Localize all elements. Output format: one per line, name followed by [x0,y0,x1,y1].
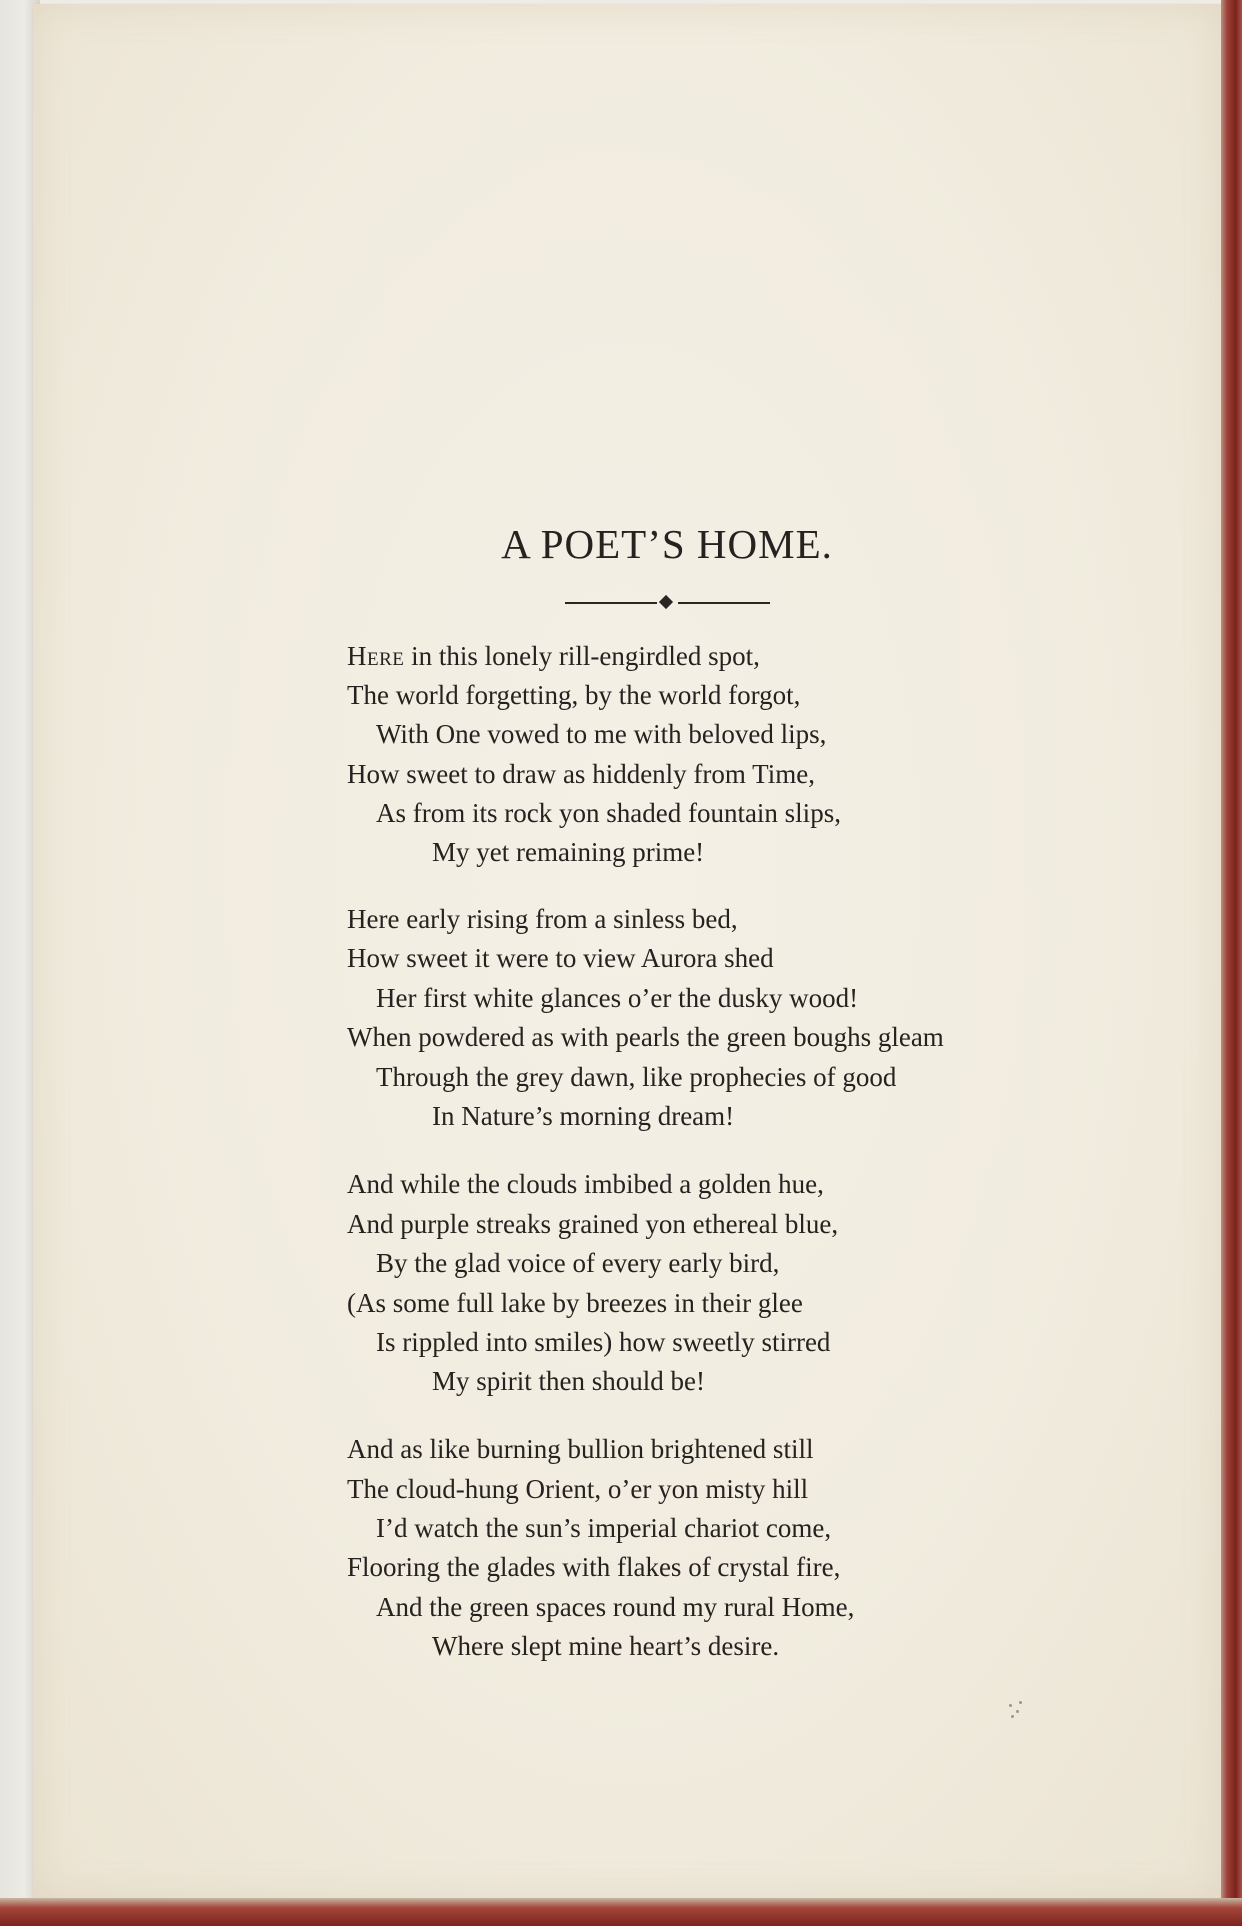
poem-line: And while the clouds imbibed a golden hue, [347,1169,824,1199]
poem-line: When powdered as with pearls the green boughs gleam [347,1022,944,1052]
poem-line: Through the grey dawn, like prophecies of good [376,1062,897,1092]
poem-title: A POET’S HOME. [501,521,833,567]
poem-line-rest: in this lonely rill-engirdled spot, [404,641,760,671]
poem-line: How sweet to draw as hiddenly from Time, [347,759,815,789]
poem-line: Is rippled into smiles) how sweetly stirred [376,1327,831,1357]
poem-line: How sweet it were to view Aurora shed [347,943,774,973]
poem-line: I’d watch the sun’s imperial chariot come, [376,1513,832,1543]
poem-line: In Nature’s morning dream! [432,1101,735,1131]
poem-line: Flooring the glades with flakes of crystal fire, [347,1552,841,1582]
poem-line-first-word: Here [347,641,405,671]
poem-line: And purple streaks grained yon ethereal blue, [347,1209,839,1239]
paper-specks [1007,1700,1025,1722]
poem-line: With One vowed to me with beloved lips, [376,719,827,749]
poem-line: Her first white glances o’er the dusky wood! [376,983,859,1013]
poem-line: And the green spaces round my rural Home, [376,1592,855,1622]
poem-line: The cloud-hung Orient, o’er yon misty hill [347,1474,809,1504]
ornament-rule-right [678,602,770,604]
poem-line [347,640,760,672]
poem-line: By the glad voice of every early bird, [376,1248,780,1278]
poem-line: My spirit then should be! [432,1366,705,1396]
poem-line: (As some full lake by breezes in their glee [347,1288,803,1318]
poem-line: My yet remaining prime! [432,837,705,867]
ornament-rule-left [565,602,657,604]
poem-line: As from its rock yon shaded fountain slips, [376,798,841,828]
poem-line: The world forgetting, by the world forgot, [347,680,801,710]
poem-line: Where slept mine heart’s desire. [432,1631,780,1661]
diamond-ornament-icon [659,595,673,609]
poem-line: Here early rising from a sinless bed, [347,904,738,934]
poem-line: And as like burning bullion brightened still [347,1434,814,1464]
title-ornament [565,594,770,610]
